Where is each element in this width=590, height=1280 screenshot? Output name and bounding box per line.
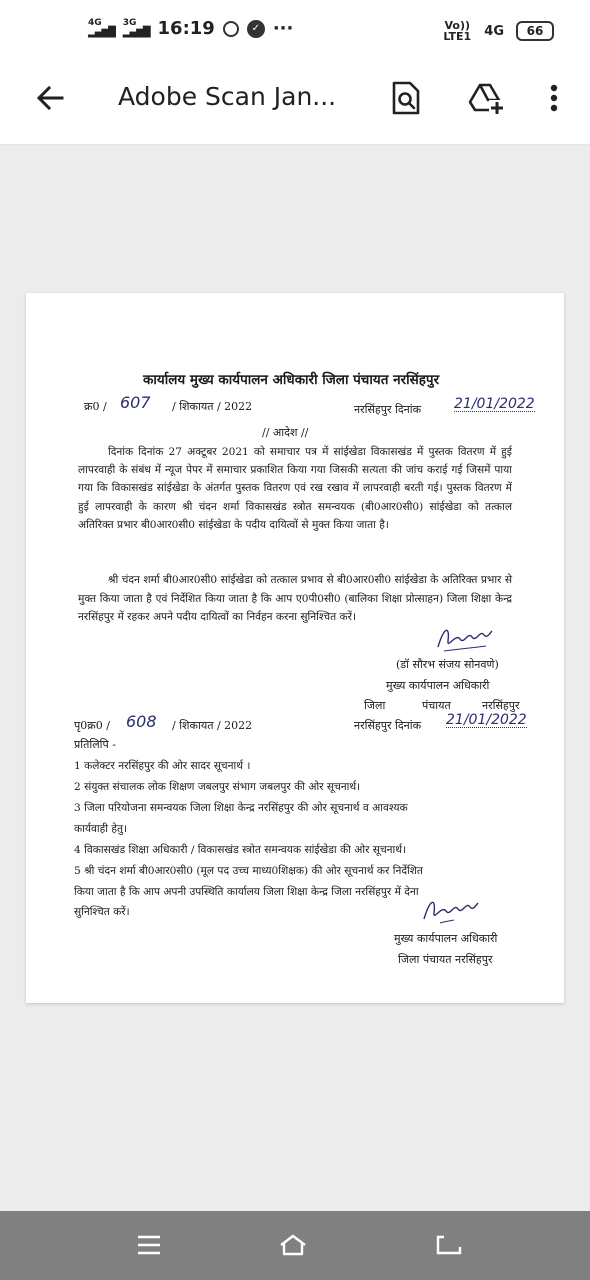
- signer-office-1: जिला: [364, 699, 386, 712]
- recents-icon[interactable]: [134, 1233, 164, 1257]
- signal-4g-right: 4G: [484, 23, 504, 39]
- more-options-icon[interactable]: [542, 80, 566, 116]
- home-icon[interactable]: [278, 1233, 308, 1257]
- more-notifications-icon: ···: [272, 18, 294, 39]
- copy-item-4: 4 विकासखंड शिक्षा अधिकारी / विकासखंड स्त्रोत समन्वयक सांईखेडा की ओर सूचनार्थ।: [74, 844, 407, 856]
- whatsapp-icon: [223, 21, 239, 37]
- copy-item-3: 3 जिला परियोजना समन्वयक जिला शिक्षा केन्द्र नरसिंहपुर की ओर सूचनार्थ व आवश्यक: [74, 802, 408, 814]
- signature-2: [420, 891, 480, 927]
- copy-item-1: 1 कलेक्टर नरसिंहपुर की ओर सादर सूचनार्थ ।: [74, 760, 251, 772]
- reference-number-1-prefix: क्र0 /: [84, 400, 107, 413]
- volte-indicator: Vo)) LTE1: [443, 19, 472, 43]
- order-paragraph-2: श्री चंदन शर्मा बी0आर0सी0 सांईखेडा को तत्काल प्रभाव से बी0आर0सी0 सांईखेडा के अतिरिक्त प्रभार से मुक्त किया जाता है एवं निर्देशित किया जाता है कि आप ए0पी0सी0 (बालिका शिक्षा प्रोत्साहन) जिला शिक्षा केन्द्र नरसिंहपुर में रहकर अपने पदीय दायित्वों का निर्वहन करना सुनिश्चित करें।: [78, 574, 512, 624]
- document-title: Adobe Scan Jan...: [118, 82, 337, 111]
- status-bar: [0, 0, 590, 62]
- reference-number-1-suffix: / शिकायत / 2022: [172, 400, 253, 413]
- reference-number-2-suffix: / शिकायत / 2022: [172, 719, 253, 732]
- copy-item-5: 5 श्री चंदन शर्मा बी0आर0सी0 (मूल पद उच्च माध्य0शिक्षक) की ओर सूचनार्थ कर निर्देशित: [74, 865, 423, 877]
- app-bar: [0, 62, 590, 145]
- signature-1: [434, 621, 494, 655]
- document-viewer[interactable]: [0, 145, 590, 1211]
- date-1: 21/01/2022: [454, 396, 535, 412]
- order-title: // आदेश //: [262, 426, 309, 439]
- place-date-label-1: नरसिंहपुर दिनांक: [354, 403, 422, 416]
- document-page: [26, 293, 564, 1003]
- back-icon[interactable]: [434, 1233, 464, 1257]
- copy-to-label: प्रतिलिपि -: [74, 738, 116, 751]
- copy-item-3-continued: कार्यवाही हेतु।: [74, 823, 128, 835]
- reference-number-2: 608: [126, 712, 157, 731]
- signer-office-2: पंचायत: [422, 699, 451, 712]
- copy-item-2: 2 संयुक्त संचालक लोक शिक्षण जबलपुर संभाग जबलपुर की ओर सूचनार्थ।: [74, 781, 361, 793]
- signal-4g: 4G ▂▄▆█: [88, 18, 115, 38]
- copy-item-5-end: सुनिश्चित करें।: [74, 906, 130, 918]
- order-paragraph-1: दिनांक दिनांक 27 अक्टूबर 2021 को समाचार पत्र में सांईखेडा विकासखंड में पुस्तक वितरण में हुई लापरवाही के संबंध में न्यूज पेपर में समाचार प्रकाशित किया गया जिसकी सत्यता की जांच कराई गई जिसमें पाया गया कि विकासखंड सांईखेडा के अंतर्गत पुस्तक वितरण एवं रख रखाव में लापरवाही बरती गई। पुस्तक वितरण में हुई लापरवाही के कारण श्री चंदन शर्मा विकासखंड स्त्रोत समन्वयक (बी0आर0सी0) सांईखेडा को तत्काल अतिरिक्त प्रभार बी0आर0सी0 सांईखेडा के पदीय दायित्वों से मुक्त किया जाता है।: [78, 446, 512, 531]
- date-2: 21/01/2022: [446, 712, 527, 728]
- signal-3g: 3G ▂▄▆█: [122, 18, 150, 38]
- back-arrow-icon[interactable]: [32, 80, 68, 116]
- reference-number-2-prefix: पृ0क्र0 /: [74, 719, 110, 732]
- add-to-drive-icon[interactable]: [468, 80, 504, 116]
- place-date-label-2: नरसिंहपुर दिनांक: [354, 719, 422, 732]
- search-document-icon[interactable]: [390, 80, 422, 116]
- reference-number-1: 607: [120, 393, 151, 412]
- office-heading: कार्यालय मुख्य कार्यपालन अधिकारी जिला पंचायत नरसिंहपुर: [143, 372, 440, 388]
- signer-office-3: नरसिंहपुर: [482, 699, 520, 712]
- footer-designation: मुख्य कार्यपालन अधिकारी: [394, 932, 498, 945]
- system-nav-bar: [0, 1211, 590, 1280]
- copy-item-5-continued: किया जाता है कि आप अपनी उपस्थिति कार्यालय जिला शिक्षा केन्द्र जिला नरसिंहपुर में देना: [74, 886, 419, 898]
- battery-indicator: 66: [516, 21, 554, 41]
- check-icon: ✓: [247, 20, 265, 38]
- signer-name: (डॉ सौरभ संजय सोनवणे): [396, 658, 499, 671]
- footer-office: जिला पंचायत नरसिंहपुर: [398, 953, 493, 966]
- status-right: [442, 20, 554, 42]
- signer-designation: मुख्य कार्यपालन अधिकारी: [386, 679, 490, 692]
- status-left: [88, 18, 293, 39]
- clock: 16:19: [157, 18, 215, 39]
